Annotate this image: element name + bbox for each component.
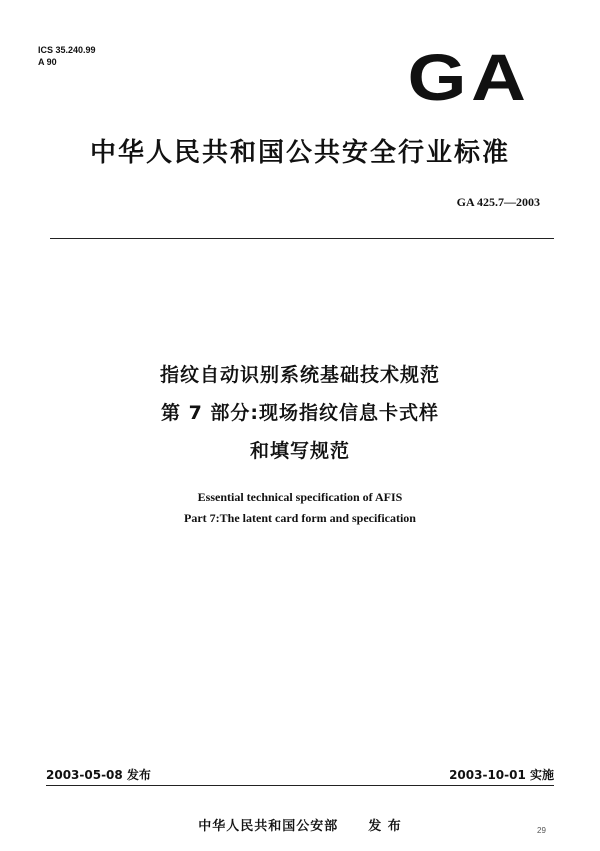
issuer-name: 中华人民共和国公安部 xyxy=(198,819,339,834)
title-cn-line-2: 第 7 部分:现场指纹信息卡式样 xyxy=(160,402,440,424)
header-divider xyxy=(50,238,554,239)
title-en-line-2: Part 7:The latent card form and specification xyxy=(184,511,416,525)
implement-date: 2003-10-01 实施 xyxy=(449,768,554,782)
title-en-line-1: Essential technical specification of AFIS xyxy=(197,490,403,504)
title-cn-line-1: 指纹自动识别系统基础技术规范 xyxy=(159,364,440,386)
ics-code: ICS 35.240.99 xyxy=(38,45,96,55)
title-cn-line-3: 和填写规范 xyxy=(249,440,350,462)
standard-category-title: 中华人民共和国公共安全行业标准 xyxy=(89,138,510,168)
issuer-line xyxy=(0,815,600,834)
page-number: 29 xyxy=(537,826,546,835)
ccs-code: A 90 xyxy=(38,57,57,67)
footer-divider xyxy=(46,785,554,786)
ga-logo: GA xyxy=(407,40,531,114)
standard-code: GA 425.7—2003 xyxy=(456,195,540,209)
publish-date: 2003-05-08 发布 xyxy=(46,768,151,782)
classification-codes xyxy=(38,44,96,68)
issue-label: 发 布 xyxy=(368,819,402,834)
